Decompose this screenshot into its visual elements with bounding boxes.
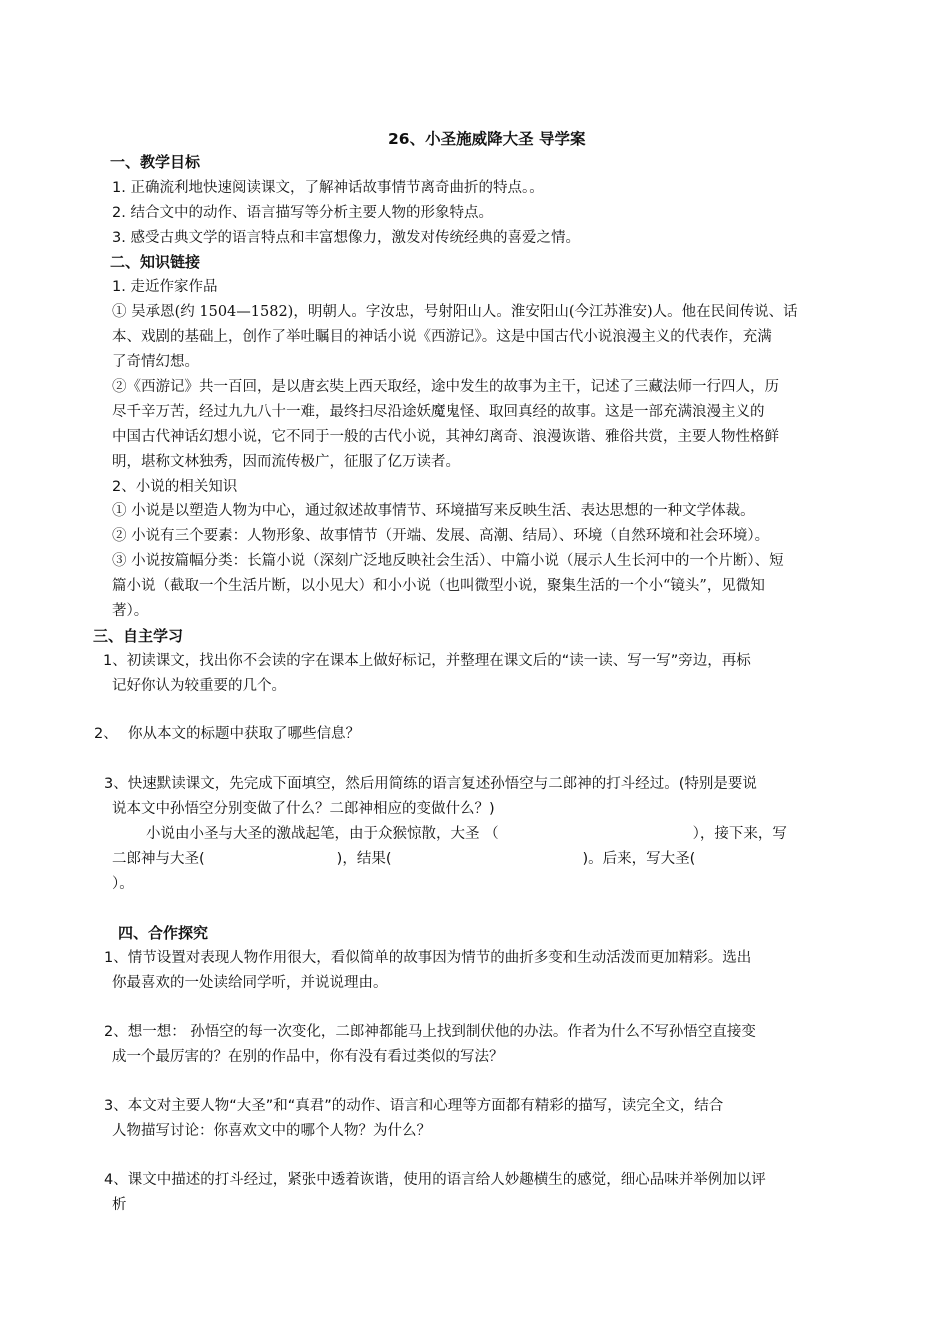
knowledge-item: ② 小说有三个要素：人物形象、故事情节（开端、发展、高潮、结局）、环境（自然环境和社会环境）。 xyxy=(112,528,770,544)
author-paragraph-line: 本、戏剧的基础上，创作了举吐瞩目的神话小说《西游记》。这是中国古代小说浪漫主义的代表作，充满 xyxy=(112,329,772,345)
subheading-novel-knowledge: 2、小说的相关知识 xyxy=(112,479,238,495)
goal-item: 2. 结合文中的动作、语言描写等分析主要人物的形象特点。 xyxy=(112,205,493,221)
fill-in-line-2 xyxy=(112,849,695,869)
knowledge-item: ① 小说是以塑造人物为中心，通过叙述故事情节、环境描写来反映生活、表达思想的一种文学体裁。 xyxy=(112,503,755,519)
cooperative-question-3: 3、本文对主要人物“大圣”和“真君”的动作、语言和心理等方面都有精彩的描写，读完全文，结合 xyxy=(104,1098,724,1114)
fill-text: )。后来，写大圣( xyxy=(582,851,696,867)
work-paragraph-line: 尽千辛万苦，经过九九八十一难，最终扫尽沿途妖魔鬼怪、取回真经的故事。这是一部充满浪漫主义的 xyxy=(112,404,765,420)
cooperative-question-4: 4、课文中描述的打斗经过，紧张中透着诙谐，使用的语言给人妙趣横生的感觉，细心品味并举例加以评 xyxy=(104,1172,766,1188)
section-heading-goals: 一、教学目标 xyxy=(110,153,201,171)
fill-in-line-3: ）。 xyxy=(112,876,134,892)
cooperative-question-2: 成一个最厉害的？在别的作品中，你有没有看过类似的写法？ xyxy=(112,1049,504,1065)
section-heading-cooperative: 四、合作探究 xyxy=(118,924,209,942)
self-study-question-1: 记好你认为较重要的几个。 xyxy=(112,678,286,694)
goal-item: 1. 正确流利地快速阅读课文，了解神话故事情节离奇曲折的特点。。 xyxy=(112,180,544,196)
fill-text: 小说由小圣与大圣的激战起笔，由于众猴惊散，大圣 （ xyxy=(146,826,499,842)
self-study-question-2: 你从本文的标题中获取了哪些信息？ xyxy=(128,726,360,742)
knowledge-item: 著）。 xyxy=(112,603,149,619)
cooperative-question-1: 1、情节设置对表现人物作用很大，看似简单的故事因为情节的曲折多变和生动活泼而更加精彩。选出 xyxy=(104,950,752,966)
fill-text: ），接下来，写 xyxy=(692,826,787,842)
goal-item: 3. 感受古典文学的语言特点和丰富想像力，激发对传统经典的喜爱之情。 xyxy=(112,230,580,246)
author-paragraph-line: ① 吴承恩(约 1504—1582)，明朝人。字汝忠，号射阳山人。淮安阳山(今江苏淮安)人。他在民间传说、话 xyxy=(112,304,798,320)
work-paragraph-line: 明，堪称文林独秀，因而流传极广，征服了亿万读者。 xyxy=(112,454,460,470)
section-heading-self-study: 三、自主学习 xyxy=(93,627,184,645)
subheading-author: 1. 走近作家作品 xyxy=(112,279,218,295)
section-heading-knowledge: 二、知识链接 xyxy=(110,253,201,271)
fill-text: 二郎神与大圣( xyxy=(112,851,205,867)
cooperative-question-4: 析 xyxy=(112,1197,127,1213)
fill-in-line-1 xyxy=(146,824,787,844)
self-study-question-1: 1、初读课文，找出你不会读的字在课本上做好标记，并整理在课文后的“读一读、写一写”旁边，再标 xyxy=(103,653,751,669)
knowledge-item: 篇小说（截取一个生活片断，以小见大）和小小说（也叫微型小说，聚集生活的一个小“镜头”，见微知 xyxy=(112,578,765,594)
cooperative-question-1: 你最喜欢的一处读给同学听，并说说理由。 xyxy=(112,975,388,991)
author-paragraph-line: 了奇情幻想。 xyxy=(112,354,199,370)
self-study-question-2-number: 2、 xyxy=(94,726,118,742)
cooperative-question-3: 人物描写讨论：你喜欢文中的哪个人物？为什么？ xyxy=(112,1123,431,1139)
work-paragraph-line: ②《西游记》共一百回，是以唐玄奘上西天取经，途中发生的故事为主干，记述了三藏法师一行四人，历 xyxy=(112,379,779,395)
cooperative-question-2: 2、想一想： 孙悟空的每一次变化，二郎神都能马上找到制伏他的办法。作者为什么不写孙悟空直接变 xyxy=(104,1024,756,1040)
self-study-question-3: 说本文中孙悟空分别变做了什么？二郎神相应的变做什么？) xyxy=(112,801,495,817)
page-title: 26、小圣施威降大圣 导学案 xyxy=(388,130,586,148)
fill-text: )，结果( xyxy=(336,851,392,867)
knowledge-item: ③ 小说按篇幅分类：长篇小说（深刻广泛地反映社会生活）、中篇小说（展示人生长河中的一个片断）、短 xyxy=(112,553,784,569)
work-paragraph-line: 中国古代神话幻想小说，它不同于一般的古代小说，其神幻离奇、浪漫诙谐、雅俗共赏，主要人物性格鲜 xyxy=(112,429,779,445)
self-study-question-3: 3、快速默读课文，先完成下面填空，然后用简练的语言复述孙悟空与二郎神的打斗经过。(特别是要说 xyxy=(104,776,757,792)
